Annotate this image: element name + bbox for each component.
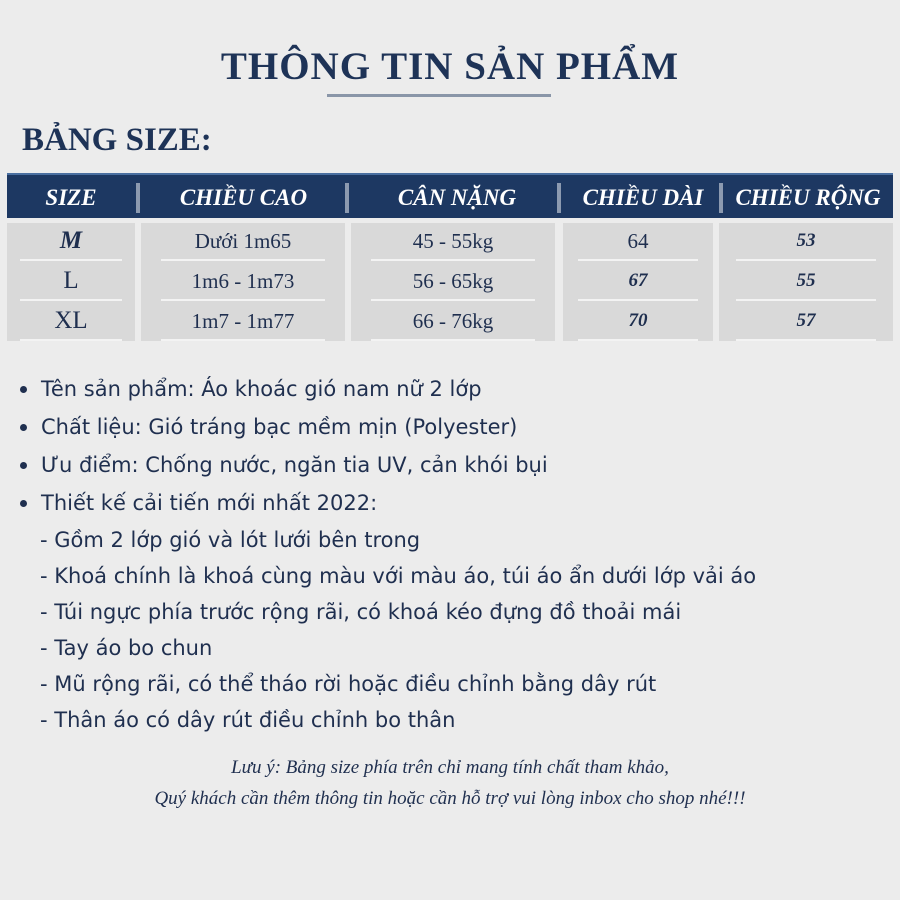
cell-length [563,223,713,263]
design: Thiết kế cải tiến mới nhất 2022: [41,491,378,515]
cell-text: 57 [796,310,816,331]
cell-height [141,303,345,343]
row-divider [736,339,875,341]
list-item [18,408,756,446]
material: Chất liệu: Gió tráng bạc mềm mịn (Polyester) [41,415,518,439]
cell-text: 70 [628,310,648,331]
header-weight: CÂN NẶNG [397,185,517,210]
advantages: Ưu điểm: Chống nước, ngăn tia UV, cản khói bụi [41,453,548,477]
row-divider [20,339,122,341]
row-divider [578,259,698,261]
size-table-heading: BẢNG SIZE: [22,122,212,158]
design-detail: - Gồm 2 lớp gió và lót lưới bên trong [40,528,421,552]
row-divider [371,259,534,261]
product-name: Tên sản phẩm: Áo khoác gió nam nữ 2 lớp [41,377,482,401]
cell-text: 1m6 - 1m73 [191,269,295,293]
bullet-icon [20,386,27,393]
note-line: Lưu ý: Bảng size phía trên chỉ mang tính chất tham khảo, [231,757,669,778]
cell-length [563,263,713,303]
design-detail: - Túi ngực phía trước rộng rãi, có khoá kéo đựng đồ thoải mái [40,600,682,624]
cell-size [7,303,135,343]
product-features [18,370,756,738]
design-detail: - Thân áo có dây rút điều chỉnh bo thân [40,708,456,732]
cell-text: 56 - 65kg [412,269,494,293]
cell-weight [351,263,555,303]
cell-width [719,303,893,343]
row-divider [578,339,698,341]
cell-text: 67 [628,270,648,291]
cell-size [7,223,135,263]
header-size: SIZE [45,185,97,210]
row-divider [161,259,324,261]
cell-width [719,223,893,263]
row-divider [371,299,534,301]
cell-text: 66 - 76kg [412,309,494,333]
cell-width [719,263,893,303]
list-item [18,446,756,484]
design-detail: - Tay áo bo chun [40,636,213,660]
cell-text: 45 - 55kg [412,229,494,253]
bullet-icon [20,500,27,507]
header-length: CHIỀU DÀI [582,185,704,210]
cell-height [141,263,345,303]
list-item [18,370,756,408]
row-divider [736,299,875,301]
divider [557,183,561,213]
cell-size [7,263,135,303]
cell-length [563,303,713,343]
divider [345,183,349,213]
divider [136,183,140,213]
row-divider [371,339,534,341]
note [0,752,900,814]
row-divider [161,299,324,301]
row-divider [578,299,698,301]
title-underline [327,94,551,97]
bullet-icon [20,424,27,431]
cell-text: 1m7 - 1m77 [191,309,295,333]
cell-text: 55 [796,270,816,291]
page-title: THÔNG TIN SẢN PHẨM [220,45,680,88]
size-table [7,173,893,341]
cell-text: 53 [796,230,816,251]
table-header [7,173,893,218]
row-divider [161,339,324,341]
cell-weight [351,303,555,343]
cell-text: L [63,267,79,294]
bullet-icon [20,462,27,469]
cell-text: Dưới 1m65 [194,229,292,253]
design-detail: - Khoá chính là khoá cùng màu với màu áo, túi áo ẩn dưới lớp vải áo [40,564,757,588]
note-line: Quý khách cần thêm thông tin hoặc cần hỗ trợ vui lòng inbox cho shop nhé!!! [154,788,746,809]
row-divider [20,299,122,301]
list-item [18,484,756,522]
cell-text: XL [54,307,88,334]
row-divider [736,259,875,261]
row-divider [20,259,122,261]
cell-weight [351,223,555,263]
cell-height [141,223,345,263]
header-width: CHIỀU RỘNG [735,185,881,210]
cell-text: M [59,227,83,254]
cell-text: 64 [627,229,649,253]
header-height: CHIỀU CAO [179,185,308,210]
design-detail: - Mũ rộng rãi, có thể tháo rời hoặc điều chỉnh bằng dây rút [40,672,657,696]
